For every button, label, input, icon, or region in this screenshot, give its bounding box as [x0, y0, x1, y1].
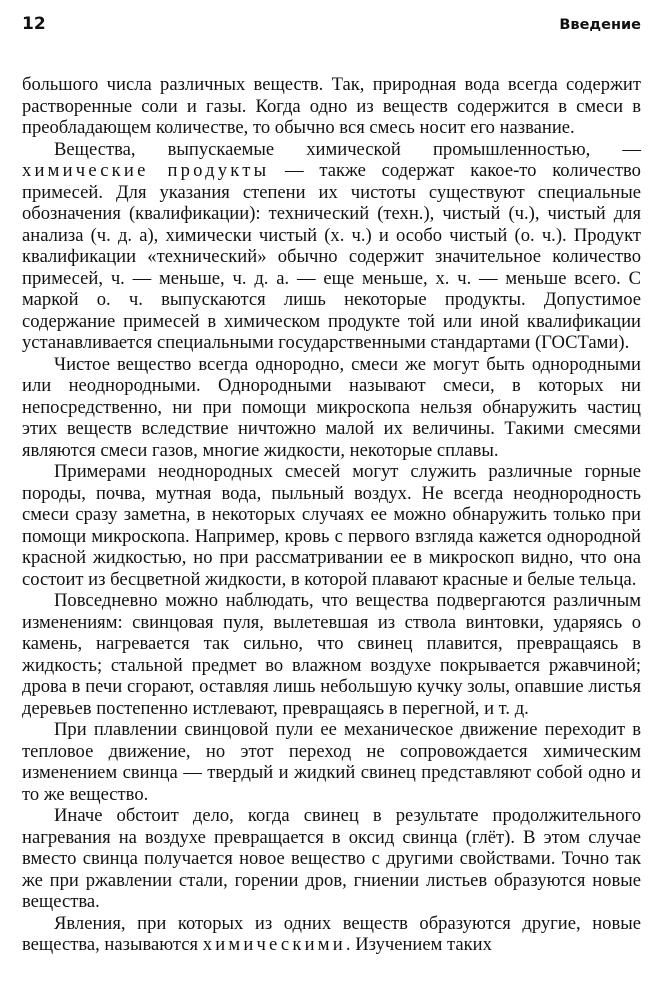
paragraph-8-rest: . Изучением таких [345, 934, 492, 955]
paragraph-3: Чистое вещество всегда однородно, смеси же могут быть однородными или неоднородными. Однородными называют смеси, в которых ни непосредственно, ни при помощи микроскопа нельзя обнаружить частиц этих веществ вследствие ничтожно малой их величины. Такими смесями являются смеси газов, многие жидкости, некоторые сплавы. [22, 353, 641, 461]
paragraph-2 [22, 139, 641, 354]
body-text [22, 74, 641, 956]
paragraph-6: При плавлении свинцовой пули ее механическое движение переходит в тепловое движение, но этот переход не сопровождается химическим изменением свинца — твердый и жидкий свинец представляют собой одно и то же вещество. [22, 719, 641, 805]
paragraph-8 [22, 913, 641, 956]
page-header [22, 14, 641, 48]
paragraph-8-lead: Явления, при которых из одних веществ образуются другие, новые вещества, называются [22, 912, 641, 955]
term-chemical-products: химические продукты [22, 160, 270, 181]
paragraph-2-lead: Вещества, выпускаемые химической промышленностью, — [54, 138, 641, 160]
paragraph-1: большого числа различных веществ. Так, природная вода всегда содержит растворенные соли и газы. Когда одно из веществ содержится в смеси в преобладающем количестве, то обычно вся смесь носит его название. [22, 74, 641, 138]
paragraph-2-rest: — также содержат какое-то количество примесей. Для указания степени их чистоты существуют специальные обозначения (квалификации): технический (техн.), чистый (ч.), чистый для анализа (ч. д. а), химически чистый (х. ч.) и особо чистый (о. ч.). Продукт квалификации «технический» обычно содержит значительное количество примесей, ч. — меньше, ч. д. а. — еще меньше, х. ч. — меньше всего. С маркой о. ч. выпускаются лишь некоторые продукты. Допустимое содержание примесей в химическом продукте той или иной квалификации устанавливается специальными государственными стандартами (ГОСТами). [22, 160, 641, 353]
page-number: 12 [22, 14, 46, 34]
paragraph-4: Примерами неоднородных смесей могут служить различные горные породы, почва, мутная вода, пыльный воздух. Не всегда неоднородность смеси сразу заметна, в некоторых случаях ее можно обнаружить только при помощи микроскопа. Например, кровь с первого взгляда кажется однородной красной жидкостью, но при рассматривании ее в микроскоп видно, что она состоит из бесцветной жидкости, в которой плавают красные и белые тельца. [22, 461, 641, 590]
paragraph-7: Иначе обстоит дело, когда свинец в результате продолжительного нагревания на воздухе превращается в оксид свинца (глёт). В этом случае вместо свинца получается новое вещество с другими свойствами. Точно так же при ржавлении стали, горении дров, гниении листьев образуются новые вещества. [22, 805, 641, 912]
running-head: Введение [559, 17, 641, 33]
term-chemical: химическими [202, 934, 346, 955]
paragraph-5: Повседневно можно наблюдать, что вещества подвергаются различным изменениям: свинцовая пуля, вылетевшая из ствола винтовки, ударяясь о камень, нагревается так сильно, что свинец плавится, превращаясь в жидкость; стальной предмет во влажном воздухе покрывается ржавчиной; дрова в печи сгорают, оставляя лишь небольшую кучку золы, опавшие листья деревьев постепенно истлевают, превращаясь в перегной, и т. д. [22, 590, 641, 719]
